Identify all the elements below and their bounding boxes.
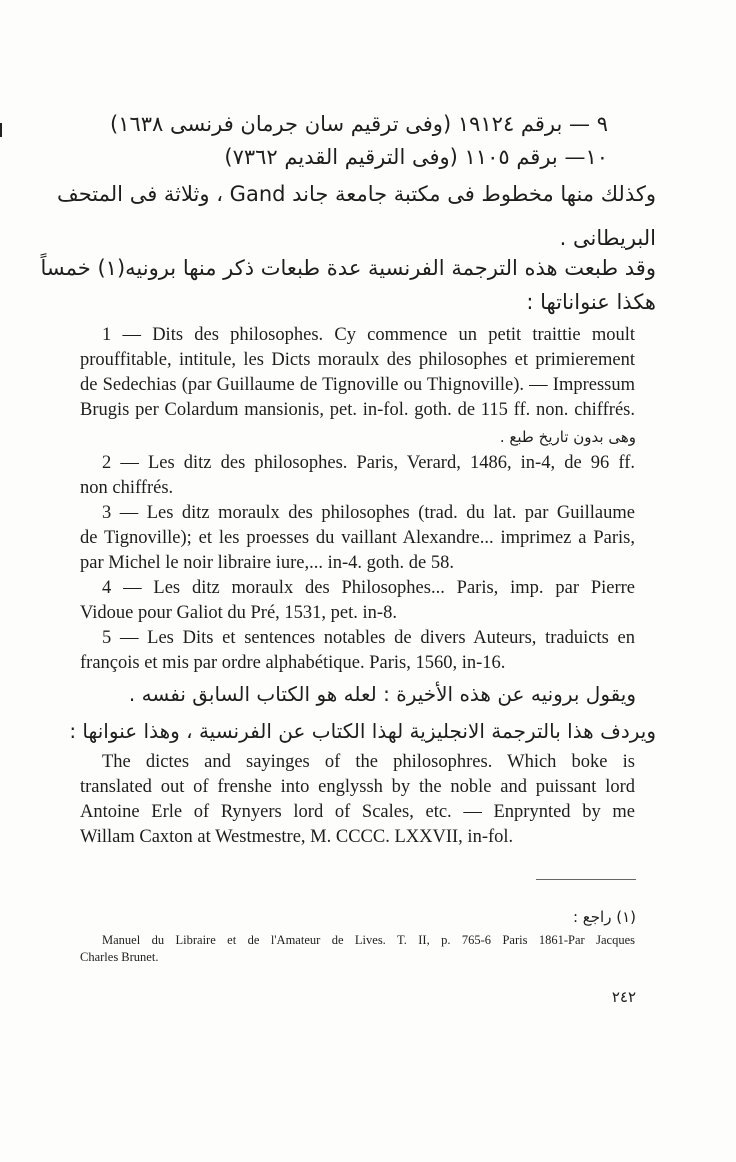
arabic-line-2: ١٠— برقم ١١٠٥ (وفى الترقيم القديم ٧٣٦٢): [224, 145, 608, 169]
arabic-line-6: هكذا عنواناتها :: [526, 290, 656, 314]
entry-2-line-2: non chiffrés.: [80, 478, 174, 498]
entry-5-line-2: françois et mis par ordre alphabétique. Paris, 1560, in-16.: [80, 653, 506, 673]
page-number: ٢٤٢: [611, 988, 636, 1006]
entry-3-line-3: par Michel le noir libraire iure,... in-4. goth. de 58.: [80, 553, 455, 573]
english-line-2: translated out of frenshe into englyssh by the noble and puissant lord: [80, 777, 635, 797]
margin-mark: [0, 123, 2, 137]
arabic-line-1: ٩ — برقم ١٩١٢٤ (وفى ترقيم سان جرمان فرنسى ١٦٣٨): [110, 112, 608, 136]
footnote-line-1: Manuel du Libraire et de l'Amateur de Lives. T. II, p. 765-6 Paris 1861-Par Jacques: [102, 933, 635, 947]
footnote-line-2: Charles Brunet.: [80, 950, 159, 964]
entry-3-line-2: de Tignoville); et les proesses du vaillant Alexandre... imprimez a Paris,: [80, 528, 635, 548]
footnote-separator: [536, 879, 636, 880]
entry-1-line-3: de Sedechias (par Guillaume de Tignoville ou Thignoville). — Impressum: [80, 375, 635, 395]
arabic-after-line-1: ويقول برونيه عن هذه الأخيرة : لعله هو الكتاب السابق نفسه .: [128, 682, 636, 706]
arabic-after-line-2: ويردف هذا بالترجمة الانجليزية لهذا الكتاب عن الفرنسية ، وهذا عنوانها :: [69, 719, 656, 743]
entry-1-line-2: prouffitable, intitule, les Dicts moraulx des philosophes et primierement: [80, 350, 635, 370]
english-line-4: Willam Caxton at Westmestre, M. CCCC. LXXVII, in-fol.: [80, 827, 514, 847]
entry-4-line-2: Vidoue pour Galiot du Pré, 1531, pet. in-8.: [80, 603, 397, 623]
english-line-1: The dictes and sayinges of the philosophres. Which boke is: [102, 752, 635, 772]
arabic-line-4: البريطانى .: [559, 226, 656, 250]
entry-1-arabic-note: وهى بدون تاريخ طبع .: [499, 428, 636, 446]
footnote-arabic: (١) راجع :: [572, 908, 636, 926]
entry-5-line-1: 5 — Les Dits et sentences notables de divers Auteurs, traduicts en: [102, 628, 635, 648]
entry-1-line-1: 1 — Dits des philosophes. Cy commence un petit traittie moult: [102, 325, 635, 345]
arabic-line-3: وكذلك منها مخطوط فى مكتبة جامعة جاند Gand ، وثلاثة فى المتحف: [57, 182, 656, 206]
arabic-line-5: وقد طبعت هذه الترجمة الفرنسية عدة طبعات ذكر منها برونيه(١) خمساً: [40, 256, 656, 280]
entry-4-line-1: 4 — Les ditz moraulx des Philosophes... Paris, imp. par Pierre: [102, 578, 635, 598]
english-line-3: Antoine Erle of Rynyers lord of Scales, etc. — Enprynted by me: [80, 802, 635, 822]
entry-1-line-4: Brugis per Colardum mansionis, pet. in-fol. goth. de 115 ff. non. chiffrés.: [80, 400, 635, 420]
entry-3-line-1: 3 — Les ditz moraulx des philosophes (trad. du lat. par Guillaume: [102, 503, 635, 523]
entry-2-line-1: 2 — Les ditz des philosophes. Paris, Verard, 1486, in-4, de 96 ff.: [102, 453, 635, 473]
